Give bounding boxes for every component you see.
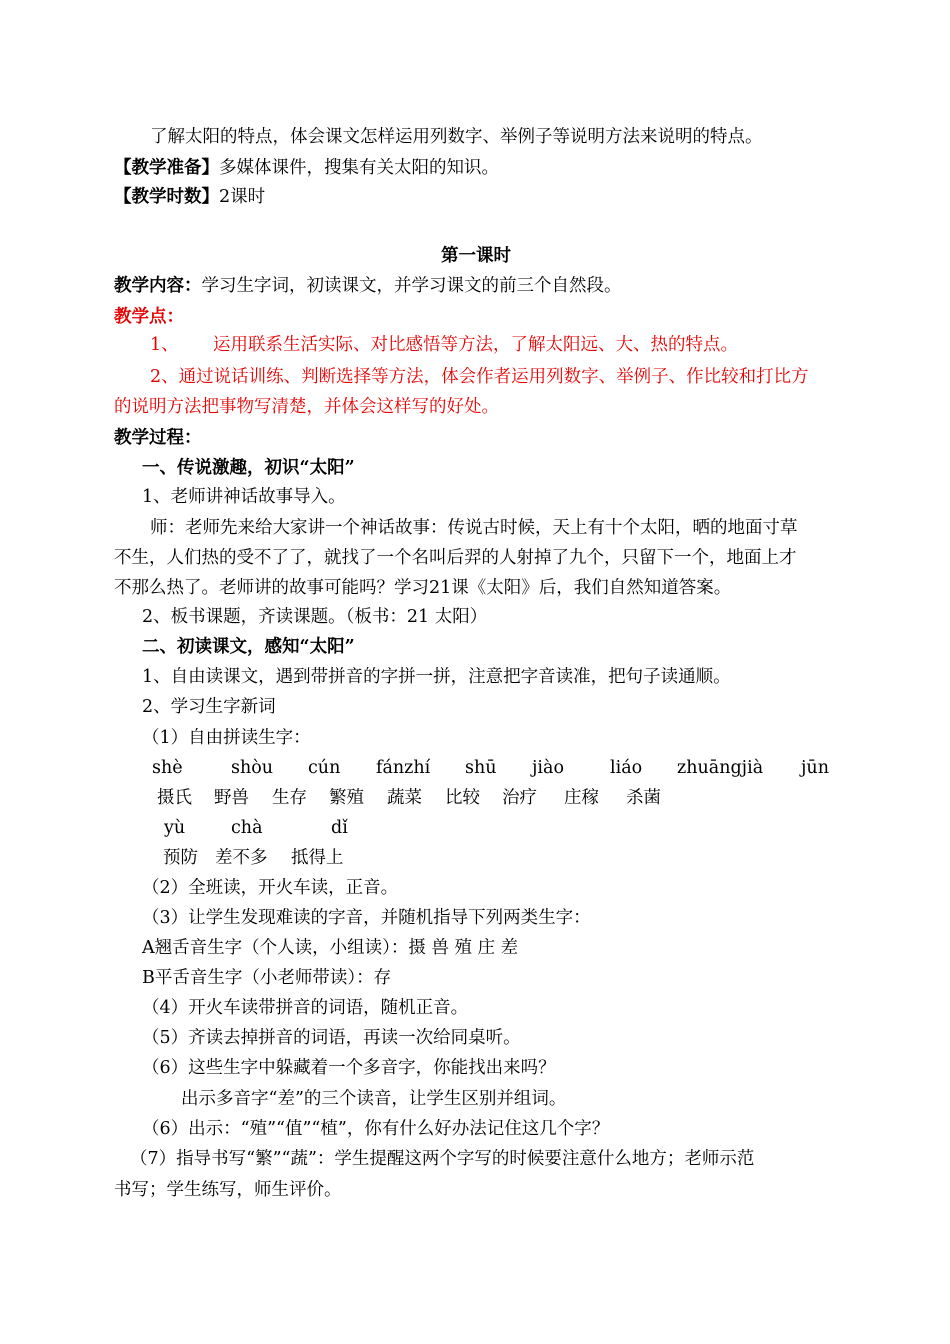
- pinyin: jūn: [801, 758, 829, 778]
- step-5: （5）齐读去掉拼音的词语，再读一次给同桌听。: [142, 1028, 521, 1048]
- pinyin: jiào: [532, 758, 564, 778]
- process-label: 教学过程：: [114, 428, 202, 448]
- step-2: （2）全班读，开火车读，正音。: [142, 878, 399, 898]
- story-line-2: 不生，人们热的受不了了，就找了一个名叫后羿的人射掉了九个，只留下一个，地面上才: [114, 548, 797, 568]
- content-label: 教学内容：: [114, 276, 202, 296]
- key-point-1-text: 运用联系生活实际、对比感悟等方法，了解太阳远、大、热的特点。: [213, 335, 738, 355]
- step-4: （4）开火车读带拼音的词语，随机正音。: [142, 998, 469, 1018]
- pinyin: shū: [465, 758, 497, 778]
- step-1: （1）自由拼读生字：: [142, 728, 311, 748]
- prep-text: 多媒体课件，搜集有关太阳的知识。: [219, 158, 499, 178]
- step-6-sub: 出示多音字“差”的三个读音，让学生区别并组词。: [181, 1089, 567, 1109]
- pinyin: zhuāngjià: [677, 758, 764, 778]
- goal-line: 了解太阳的特点，体会课文怎样运用列数字、举例子等说明方法来说明的特点。: [150, 127, 763, 147]
- key-point-1-number: 1、: [150, 335, 179, 355]
- pinyin: dǐ: [331, 818, 348, 838]
- story-line-1: 师：老师先来给大家讲一个神话故事：传说古时候，天上有十个太阳，晒的地面寸草: [150, 518, 798, 538]
- section-2-title: 二、初读课文，感知“太阳”: [142, 637, 355, 657]
- word: 蔬菜: [387, 788, 422, 808]
- word: 摄氏: [157, 788, 192, 808]
- key-points-label: 教学点：: [114, 307, 184, 327]
- step-3-b: B平舌音生字（小老师带读）：存: [142, 968, 392, 988]
- word: 生存: [272, 788, 307, 808]
- section-1-title: 一、传说激趣，初识“太阳”: [142, 458, 355, 478]
- section-1-item-1: 1、老师讲神话故事导入。: [142, 487, 346, 507]
- word: 杀菌: [626, 788, 661, 808]
- word: 野兽: [214, 788, 249, 808]
- pinyin: liáo: [610, 758, 643, 778]
- word-row-2: [0, 847, 950, 869]
- key-point-2-line1: 2、通过说话训练、判断选择等方法，体会作者运用列数字、举例子、作比较和打比方: [150, 367, 809, 387]
- word: 差不多: [215, 848, 268, 868]
- step-3-a: A翘舌音生字（个人读，小组读）：摄 兽 殖 庄 差: [142, 938, 519, 958]
- step-7-line2: 书写；学生练写，师生评价。: [114, 1180, 342, 1200]
- pinyin: cún: [308, 758, 341, 778]
- prep-line: [114, 157, 499, 179]
- word: 比较: [445, 788, 480, 808]
- section-2-item-1: 1、自由读课文，遇到带拼音的字拼一拼，注意把字音读准，把句子读通顺。: [142, 667, 731, 687]
- word: 庄稼: [564, 788, 599, 808]
- prep-label: 【教学准备】: [114, 158, 219, 178]
- step-6b: （6）出示：“殖”“值”“植”，你有什么好办法记住这几个字？: [142, 1119, 610, 1139]
- key-point-2-line2: 的说明方法把事物写清楚，并体会这样写的好处。: [114, 397, 499, 417]
- pinyin: shè: [152, 758, 183, 778]
- section-2-item-2: 2、学习生字新词: [142, 697, 276, 717]
- pinyin-row-2: [0, 817, 950, 839]
- pinyin: yù: [164, 818, 186, 838]
- hours-text: 2课时: [219, 187, 266, 207]
- pinyin: shòu: [231, 758, 274, 778]
- lesson-title: 第一课时: [441, 246, 511, 266]
- hours-label: 【教学时数】: [114, 187, 219, 207]
- pinyin: fánzhí: [376, 758, 431, 778]
- step-3: （3）让学生发现难读的字音，并随机指导下列两类生字：: [142, 908, 591, 928]
- content-line: [114, 275, 622, 297]
- step-6: （6）这些生字中躲藏着一个多音字，你能找出来吗？: [142, 1058, 556, 1078]
- word: 预防: [163, 848, 198, 868]
- pinyin-row-1: [0, 757, 950, 779]
- word: 治疗: [502, 788, 537, 808]
- hours-line: [114, 186, 265, 208]
- pinyin: chà: [231, 818, 263, 838]
- step-7-line1: （7）指导书写“繁”“蔬”：学生提醒这两个字写的时候要注意什么地方；老师示范: [130, 1149, 755, 1169]
- word-row-1: [0, 787, 950, 809]
- word: 抵得上: [291, 848, 344, 868]
- word: 繁殖: [329, 788, 364, 808]
- section-1-item-2: 2、板书课题，齐读课题。（板书：21 太阳）: [142, 607, 488, 627]
- story-line-3: 不那么热了。老师讲的故事可能吗？学习21课《太阳》后，我们自然知道答案。: [114, 578, 732, 598]
- content-text: 学习生字词，初读课文，并学习课文的前三个自然段。: [201, 276, 622, 296]
